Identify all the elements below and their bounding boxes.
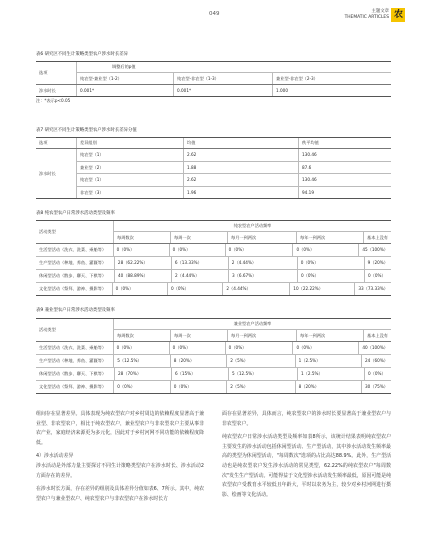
table9-group [113, 319, 391, 341]
table8-subheader: 基本上没有 [363, 232, 391, 243]
table8-cell: 0（0%） [292, 244, 358, 256]
table9-subheader-row [114, 330, 391, 341]
table9-cell: 8（20%） [295, 381, 361, 393]
table9-title: 表9 兼业型农户日常涉水活动类型及频率 [36, 308, 115, 313]
table9-cell: 30（75%） [361, 381, 391, 393]
table8-title: 表8 纯农型农户日常涉水活动类型及频率 [36, 211, 115, 216]
table9-row-label: 生活型活动（洗衣、洗菜、乘船等） [39, 345, 107, 351]
table8-group [113, 221, 391, 243]
table9-row-label: 文化型活动（祭拜、游神、摄影等） [39, 384, 107, 390]
table9-row [36, 381, 391, 393]
table7-cell: 2.62 [183, 174, 298, 186]
table8-row [36, 270, 391, 283]
table9-cell: 1（2.5%） [295, 355, 361, 367]
body-paragraph: 面存在显著差异，具体而言，纯农型农户的涉水时长要显著高于兼业型农户与非农型农户。 [222, 411, 391, 427]
table7-body [36, 149, 391, 198]
table9-row [36, 368, 391, 381]
table7-cell: 纯农型（1） [80, 152, 104, 158]
table8-cell: 3（6.67%） [228, 270, 297, 282]
table6-group-header: 调整后的p值 [77, 62, 391, 73]
table8-cell: 33（73.33%） [354, 283, 391, 295]
table7-header: 差异组别 [76, 138, 183, 148]
table8-row [36, 283, 391, 295]
body-left-column [36, 410, 204, 504]
table8-cell: 2（4.44%） [222, 283, 289, 295]
table7-cell: 纯农型（1） [80, 177, 104, 183]
body-paragraph: 在涉水时长方面，存在差异的组别及具体差异分值如表6、7所示。其中，纯农型农户与兼业型农户、纯农型农户与非农型农户在涉水时长方 [36, 486, 204, 502]
table9-cell: 6（15%） [171, 368, 228, 380]
table9-cell: 0（0%） [225, 342, 293, 354]
table9-subheader: 每周一次 [170, 330, 227, 341]
table6-header-row [36, 62, 391, 85]
table8-cell: 45（100%） [358, 244, 391, 256]
table9-cell: 24（60%） [361, 355, 391, 367]
table7-cell: 87.6 [298, 162, 391, 174]
table8-cell: 0（0%） [113, 244, 169, 256]
body-paragraph: 组间存在显著差异。具体表现为纯农型农户对乡村周边的依赖程度显著高于兼业型、非农型农户，相比于纯农型农户，兼业型农户与非农型农户主要从事非农产业，家庭经济来源更为多元化，因此对于乡村河网不同功能的依赖程度降低。 [36, 411, 204, 446]
table6-group [76, 62, 391, 84]
table9-cell: 5（12.5%） [228, 368, 297, 380]
table9-header-row [36, 319, 391, 342]
table7-cell: 1.88 [183, 162, 298, 174]
table9-col-header: 活动类型 [39, 327, 56, 333]
table7-cell: 1.96 [183, 187, 298, 199]
table9 [36, 318, 391, 394]
table9-cell: 28（70%） [114, 368, 171, 380]
table9-subheader: 基本上没有 [363, 330, 391, 341]
table8-cell: 40（88.89%） [114, 270, 171, 282]
body-paragraph: 涉水活动是外部力量主要探讨不同生计策略类型农户在涉水时长、涉水活动2方面存在的差异。 [36, 462, 204, 479]
table7-cell: 非农型（3） [80, 189, 104, 195]
table9-row [36, 355, 391, 368]
table8-cell: 0（0%） [297, 270, 364, 282]
table7-rows [77, 149, 391, 198]
table8-row-label: 休闲型活动（散步、聊天、下棋等） [39, 273, 107, 279]
table9-subheader: 每月一到两次 [227, 330, 296, 341]
table7-row [77, 149, 391, 162]
table8-subheader: 每年一到两次 [296, 232, 363, 243]
table9-cell: 40（100%） [358, 342, 391, 354]
subsection-heading: 4）涉水活动差异 [36, 453, 74, 460]
table9-cell: 8（20%） [170, 355, 226, 367]
table9-cell: 2（5%） [226, 355, 294, 367]
table9-row [36, 342, 391, 355]
table6-subheader-row [77, 73, 391, 84]
table9-group-header: 兼业型农户活动频率 [114, 319, 391, 330]
table6-note: 注：*表示p<0.05 [36, 98, 71, 103]
body-right-column [222, 410, 391, 500]
section-label-en: THEMATIC ARTICLES [344, 14, 389, 20]
table8-col-header: 活动类型 [39, 229, 56, 235]
table6-row-label: 涉水时长 [39, 87, 56, 93]
table6-title: 表6 研究区不同生计策略类型农户涉水时长差异 [36, 52, 129, 57]
table7-cell: 2.62 [183, 149, 298, 161]
table8-row-label: 文化型活动（祭拜、游神、摄影等） [39, 286, 107, 292]
table9-row-label: 休闲型活动（散步、聊天、下棋等） [39, 371, 107, 377]
table6-subheader: 兼业型-非农型（2-3） [272, 73, 391, 84]
table9-row-label: 生产型活动（种地、养鱼、灌溉等） [39, 358, 107, 364]
table9-cell: 2（5%） [226, 381, 294, 393]
page-number: 049 [209, 11, 220, 17]
table7-header: 选项 [39, 140, 48, 146]
table8-cell: 9（20%） [364, 257, 391, 269]
table8-cell: 0（0%） [297, 257, 364, 269]
table9-cell: 1（2.5%） [297, 368, 364, 380]
table6-row [36, 85, 391, 96]
table8-cell: 0（0%） [225, 244, 293, 256]
table7-cell: 94.19 [298, 187, 391, 199]
table9-cell: 0（0%） [364, 368, 391, 380]
table7-header: 秩平均值 [298, 138, 391, 148]
table9-subheader: 每周数次 [117, 332, 134, 338]
table7-cell: 130.46 [298, 149, 391, 161]
table7-row [77, 187, 391, 199]
table9-subheader: 每年一到两次 [296, 330, 363, 341]
table9-cell: 0（0%） [113, 342, 169, 354]
logo-mark: 农 [394, 10, 404, 20]
table8-cell: 28（62.22%） [114, 257, 171, 269]
section-label [345, 9, 389, 21]
table8-row [36, 244, 391, 257]
table9-cell: 5（12.5%） [113, 355, 169, 367]
journal-logo [391, 8, 405, 22]
table6-subheader: 纯农型-非农型（1-3） [173, 73, 272, 84]
table8-subheader: 每周数次 [117, 234, 134, 240]
table9-cell: 0（0%） [292, 342, 358, 354]
table8-row-label: 生产型活动（种地、养鱼、灌溉等） [39, 260, 107, 266]
table8-cell: 2（4.44%） [171, 270, 228, 282]
section-label-cn: 主题文章 [371, 9, 389, 14]
table7-row [77, 174, 391, 187]
table9-cell: 0（0%） [170, 381, 226, 393]
table7-row-label: 涉水时长 [36, 149, 77, 198]
table7-title: 表7 研究区不同生计策略类型农户涉水时长差异分值 [36, 128, 137, 133]
table6-col-header: 选项 [39, 70, 48, 76]
table8-group-header: 纯农型农户活动频率 [114, 221, 391, 232]
table8-row [36, 257, 391, 270]
table8-cell: 10（22.22%） [289, 283, 354, 295]
table8 [36, 220, 391, 296]
table8-cell: 0（0%） [364, 270, 391, 282]
table7-row [77, 162, 391, 175]
table6-cell: 0.001* [76, 85, 173, 96]
table8-subheader-row [114, 232, 391, 243]
table8-row-label: 生活型活动（洗衣、洗菜、乘船等） [39, 247, 107, 253]
table7 [36, 137, 391, 199]
table6-cell: 0.001* [173, 85, 272, 96]
table6 [36, 61, 391, 97]
table8-cell: 2（4.44%） [228, 257, 297, 269]
table8-subheader: 每周一次 [170, 232, 227, 243]
body-paragraph: 纯农型农户日常涉水活动类型及频率如表8所示，该统计结果表明纯农型农户主要发生的涉水活动包括休闲型活动、生产型活动，其中涉水活动发生频率最高的类型为休闲型活动，"每周数次"选项的占比高达88.9%。此外，生产型活动也是纯农型农户发生涉水活动的常见类型，62.22%的纯农型农户"每周数次"发生生产型活动。可能得益于文化型涉水活动发生频率最低，原因可能是纯农型农户受教育水平较低且年龄大，平时以农务为主，较少对乡村河网进行摄影、绘画等文化活动。 [222, 434, 391, 498]
table8-cell: 0（0%） [167, 283, 222, 295]
table7-cell: 兼业型（2） [80, 164, 104, 170]
table6-subheader: 纯农型-兼业型（1-2） [80, 75, 122, 81]
table8-cell: 0（0%） [169, 244, 225, 256]
table8-header-row [36, 221, 391, 244]
table8-cell: 0（0%） [112, 283, 167, 295]
table6-cell: 1.000 [272, 85, 391, 96]
table7-header: 均值 [183, 138, 298, 148]
table9-cell: 0（0%） [169, 342, 225, 354]
table8-cell: 6（13.33%） [171, 257, 228, 269]
table7-cell: 130.46 [298, 174, 391, 186]
table8-subheader: 每月一到两次 [227, 232, 296, 243]
table9-cell: 0（0%） [113, 381, 169, 393]
table7-header-row [36, 138, 391, 149]
